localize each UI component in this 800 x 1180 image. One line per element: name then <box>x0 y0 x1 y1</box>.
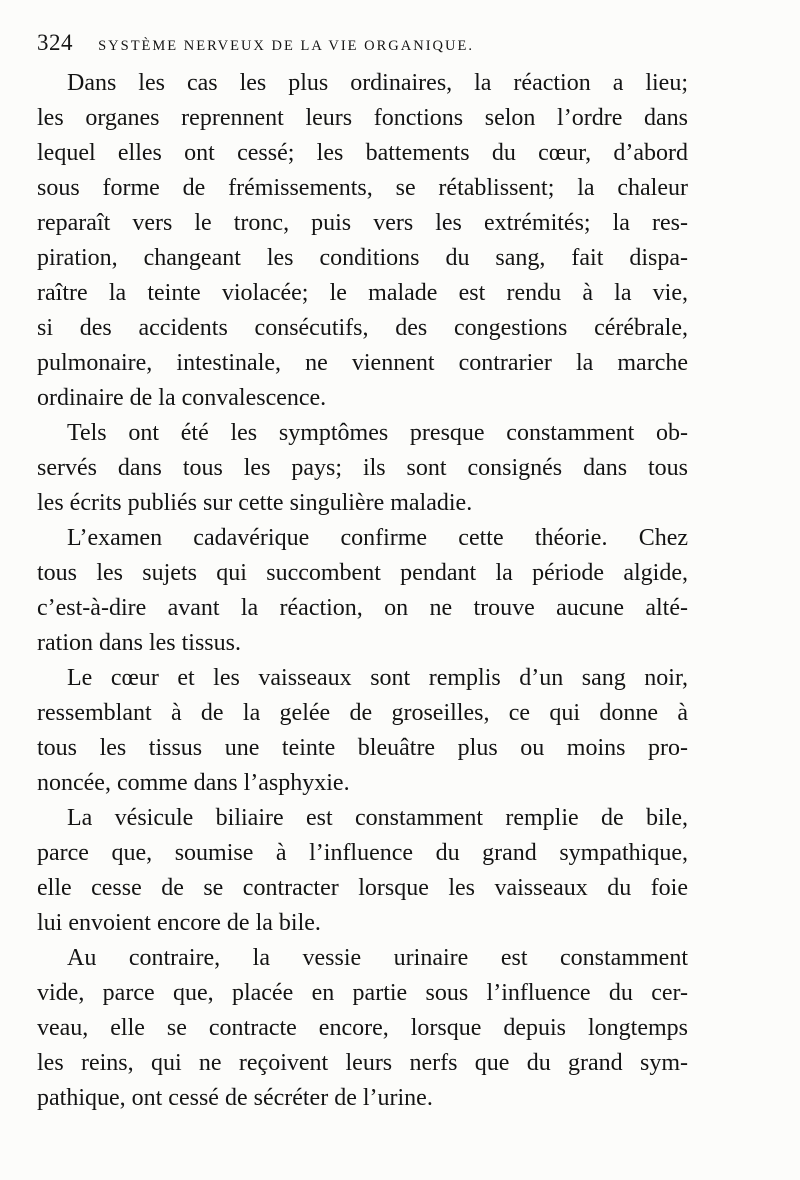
page-number: 324 <box>37 30 73 55</box>
text-line: lequel elles ont cessé; les battements du cœur, d’abord <box>37 140 688 166</box>
body-text <box>37 66 688 1116</box>
text-line: Tels ont été les symptômes presque constamment ob- <box>67 420 688 446</box>
text-line: ration dans les tissus. <box>37 630 241 656</box>
text-line: les reins, qui ne reçoivent leurs nerfs que du grand sym- <box>37 1050 688 1076</box>
text-line: pulmonaire, intestinale, ne viennent contrarier la marche <box>37 350 688 376</box>
running-head <box>37 30 760 60</box>
text-line: ordinaire de la convalescence. <box>37 385 327 411</box>
text-line: servés dans tous les pays; ils sont consignés dans tous <box>37 455 688 481</box>
paragraph <box>37 66 688 416</box>
text-line: raître la teinte violacée; le malade est rendu à la vie, <box>37 280 688 306</box>
text-line: veau, elle se contracte encore, lorsque depuis longtemps <box>37 1015 688 1041</box>
paragraph <box>37 416 688 521</box>
text-line: si des accidents consécutifs, des congestions cérébrale, <box>37 315 688 341</box>
text-line: les écrits publiés sur cette singulière maladie. <box>37 490 473 516</box>
text-line: Dans les cas les plus ordinaires, la réaction a lieu; <box>67 70 688 96</box>
text-line: c’est-à-dire avant la réaction, on ne trouve aucune alté- <box>37 595 688 621</box>
running-title: SYSTÈME NERVEUX DE LA VIE ORGANIQUE. <box>98 38 474 54</box>
text-line: vide, parce que, placée en partie sous l’influence du cer- <box>37 980 688 1006</box>
text-line: tous les tissus une teinte bleuâtre plus ou moins pro- <box>37 735 688 761</box>
text-line: Le cœur et les vaisseaux sont remplis d’un sang noir, <box>67 665 688 691</box>
text-line: lui envoient encore de la bile. <box>37 910 321 936</box>
text-line: pathique, ont cessé de sécréter de l’urine. <box>37 1085 433 1111</box>
paragraph <box>37 661 688 801</box>
text-line: piration, changeant les conditions du sang, fait dispa- <box>37 245 688 271</box>
text-line: reparaît vers le tronc, puis vers les extrémités; la res- <box>37 210 688 236</box>
paragraph <box>37 801 688 941</box>
text-line: sous forme de frémissements, se rétablissent; la chaleur <box>37 175 688 201</box>
text-line: Au contraire, la vessie urinaire est constamment <box>67 945 688 971</box>
paragraph <box>37 941 688 1116</box>
paragraph <box>37 521 688 661</box>
text-line: ressemblant à de la gelée de groseilles, ce qui donne à <box>37 700 688 726</box>
text-line: noncée, comme dans l’asphyxie. <box>37 770 350 796</box>
text-line: parce que, soumise à l’influence du grand sympathique, <box>37 840 688 866</box>
text-line: elle cesse de se contracter lorsque les vaisseaux du foie <box>37 875 688 901</box>
text-line: La vésicule biliaire est constamment remplie de bile, <box>67 805 688 831</box>
text-line: L’examen cadavérique confirme cette théorie. Chez <box>67 525 688 551</box>
text-line: les organes reprennent leurs fonctions selon l’ordre dans <box>37 105 688 131</box>
text-line: tous les sujets qui succombent pendant la période algide, <box>37 560 688 586</box>
